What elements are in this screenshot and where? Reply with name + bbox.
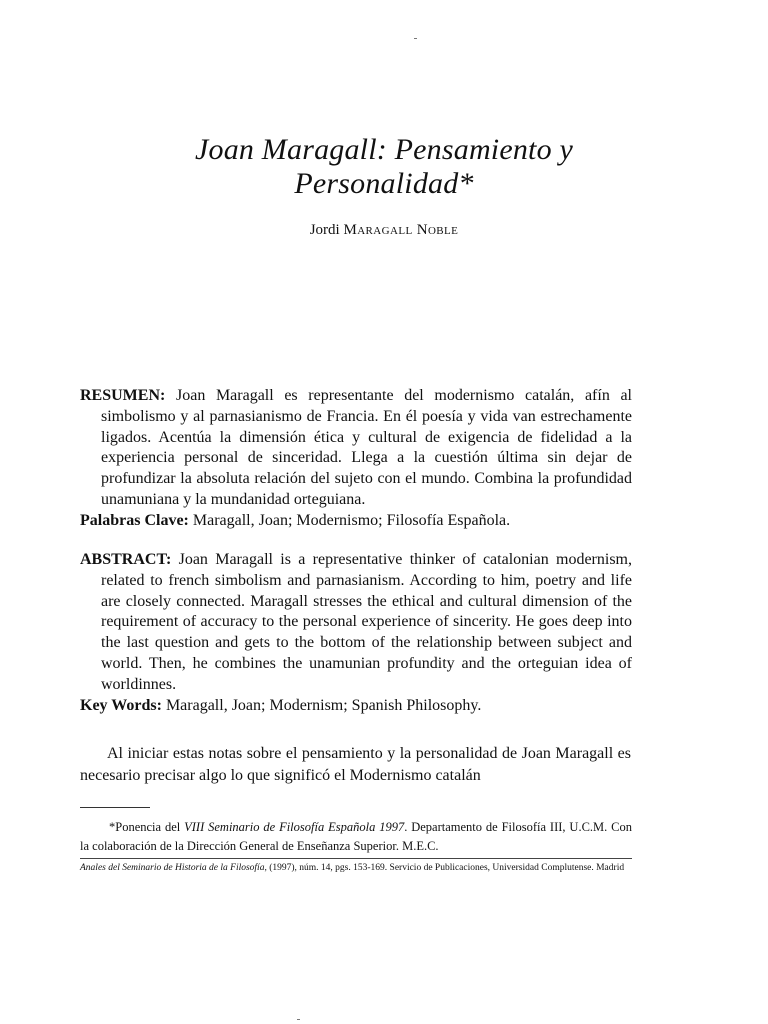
footnote-suffix: . Departamento de Filosofía III, U.C.M. Con la colaboración de la Dirección General de Enseñanza Superior. M.E.C.	[80, 820, 633, 853]
author-name	[0, 222, 768, 239]
journal-citation	[80, 862, 640, 874]
footnote-event-name: VIII Seminario de Filosofía Española 1997	[184, 820, 405, 834]
article-title-line-1: Joan Maragall: Pensamiento y	[194, 133, 574, 166]
key-words-text: Maragall, Joan; Modernism; Spanish Philosophy.	[165, 696, 482, 714]
abstract-text: Joan Maragall is a representative thinker of catalonian modernism, related to french simbolism and parnasianism. According to him, poetry and life are closely connected. Maragall stresses the ethical and cultural dimension of the requirement of accuracy to the personal experience of sincerity. He goes deep into the last question and gets to the bottom of the relationship between subject and world. Then, he combines the unamunian profundity and the orteguian idea of worldinnes.	[101, 551, 632, 693]
article-title-line-2: Personalidad*	[294, 167, 474, 200]
journal-name: Anales del Seminario de Historia de la Filosofía	[80, 863, 265, 873]
abstract-paragraph	[80, 550, 632, 696]
resumen-label: RESUMEN:	[80, 387, 166, 404]
footnote-divider	[80, 807, 150, 808]
citation-details: , (1997), núm. 14, pgs. 153-169. Servicio de Publicaciones, Universidad Complutense. Madrid	[264, 863, 625, 873]
key-words-label: Key Words:	[80, 696, 162, 714]
abstract-label: ABSTRACT:	[80, 551, 172, 568]
resumen-section	[80, 386, 632, 532]
footnote	[80, 818, 632, 856]
scan-speck	[297, 1019, 300, 1020]
resumen-text: Joan Maragall es representante del modernismo catalán, afín al simbolismo y al parnasianismo de Francia. En él poesía y vida van estrechamente ligados. Acentúa la dimensión ética y cultural de exigencia de fidelidad a la experiencia personal de sinceridad. Llega a la cuestión última sin dejar de profundizar la absoluta relación del sujeto con el mundo. Combina la profundidad unamuniana y la mundanidad orteguiana.	[101, 387, 632, 508]
palabras-clave-line	[80, 511, 632, 532]
body-paragraph: Al iniciar estas notas sobre el pensamiento y la personalidad de Joan Maragall es necesario precisar algo lo que significó el Modernismo catalán	[80, 745, 631, 784]
footnote-prefix: Ponencia del	[115, 820, 185, 834]
author-last-name: Maragall Noble	[343, 222, 459, 238]
scan-speck	[414, 38, 417, 39]
resumen-paragraph	[80, 386, 632, 511]
author-first-name: Jordi	[309, 222, 340, 238]
palabras-clave-text: Maragall, Joan; Modernismo; Filosofía Española.	[192, 511, 511, 529]
citation-divider	[80, 858, 632, 859]
abstract-section	[80, 550, 632, 716]
footnote-marker: *	[109, 820, 116, 834]
key-words-line	[80, 696, 632, 717]
palabras-clave-label: Palabras Clave:	[80, 511, 189, 529]
